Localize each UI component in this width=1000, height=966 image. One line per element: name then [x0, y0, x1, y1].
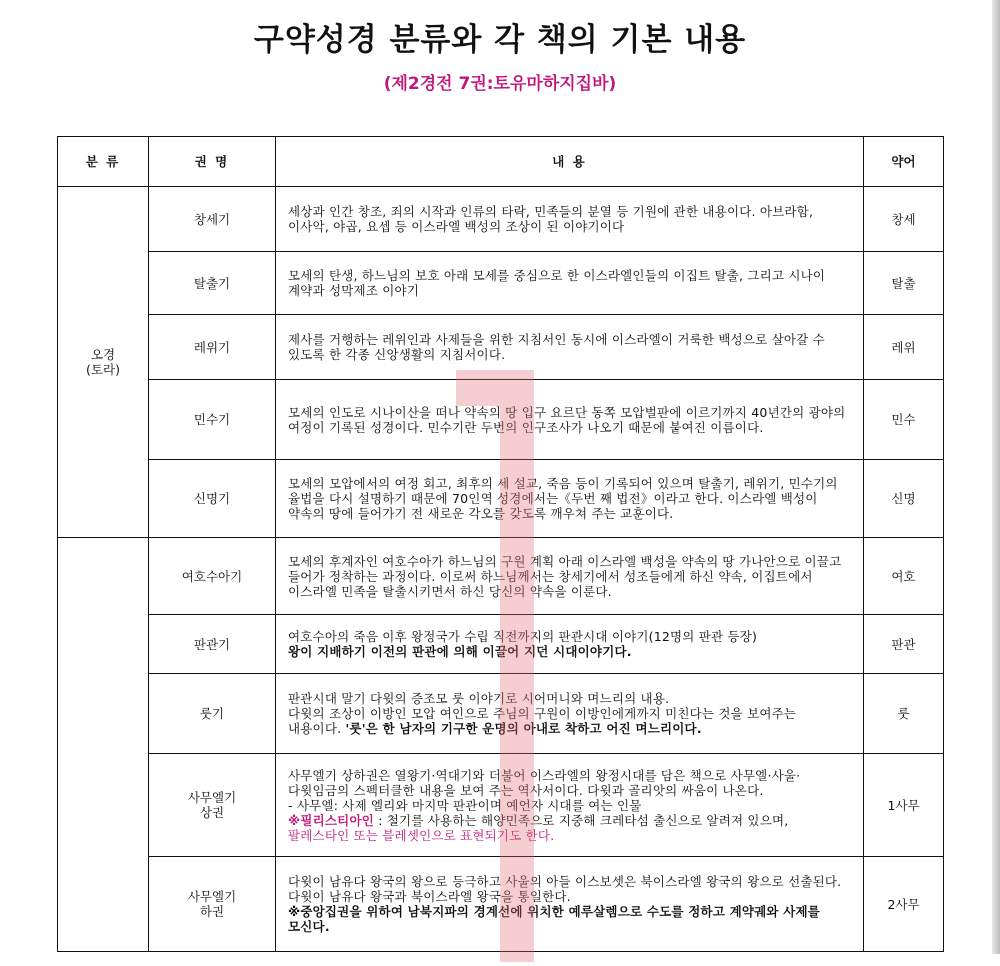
content-note-label: ※필리스티아인	[288, 812, 375, 828]
page-title: 구약성경 분류와 각 책의 기본 내용	[253, 22, 747, 58]
book-name: 판관기	[149, 615, 276, 674]
book-name: 신명기	[149, 460, 276, 538]
content-text: - 사무엘: 사제 엘리와 마지막 판관이며 예언자 시대를 여는 인물	[288, 797, 642, 813]
book-name: 여호수아기	[149, 538, 276, 615]
window-edge	[992, 0, 1000, 954]
content-text: 판관시대 말기 다윗의 증조모 룻 이야기로 시어머니와 며느리의 내용.	[288, 691, 670, 706]
content-text: 모세의 후계자인 여호수아가 하느님의 구원 계획 아래 이스라엘 백성을 약속의 땅 가나안으로 이끌고 들어가 정착하는 과정이다. 이로써 하느님께서는 창세기에서 성조들에게 하신 약속, 이집트에서 이스라엘 민족을 탈출시키면서 하신 당신의 약속을 이룬다.	[288, 553, 842, 599]
table-row	[58, 538, 944, 615]
category-sublabel: (토라)	[86, 362, 120, 377]
category-label: 오경	[90, 347, 116, 362]
book-name-line: 사무엘기	[187, 889, 237, 904]
content-text: 다윗의 조상이 이방인 모압 여인으로 주님의 구원이 이방인에게까지 미친다는 것을 보여주는 내용이다.	[288, 706, 797, 736]
header-category: 분 류	[58, 137, 149, 187]
content-text: 제사를 거행하는 레위인과 사제들을 위한 지침서인 동시에 이스라엘이 거룩한 백성으로 살아갈 수 있도록 한 각종 신앙생활의 지침서이다.	[288, 332, 825, 362]
book-abbr: 창세	[864, 187, 944, 252]
table-row	[58, 674, 944, 754]
book-content	[276, 615, 864, 674]
category-cell-history	[58, 538, 149, 952]
book-content	[276, 460, 864, 538]
table-row	[58, 615, 944, 674]
book-name-volume: 상권	[199, 805, 225, 820]
content-emphasis: ※중앙집권을 위하여 남북지파의 경계선에 위치한 예루살렘으로 수도를 정하고 계약궤와 사제를 모신다.	[288, 904, 821, 934]
book-name-line: 사무엘기	[187, 790, 237, 805]
book-content	[276, 674, 864, 754]
book-name	[149, 857, 276, 952]
table-row	[58, 252, 944, 315]
book-abbr: 탈출	[864, 252, 944, 315]
book-name: 레위기	[149, 315, 276, 380]
table-row	[58, 857, 944, 952]
book-content	[276, 538, 864, 615]
category-cell-pentateuch	[58, 187, 149, 538]
book-name: 민수기	[149, 380, 276, 460]
content-emphasis: '룻'은 한 남자의 기구한 운명의 아내로 착하고 어진 며느리이다.	[345, 721, 702, 736]
content-emphasis: 왕이 지배하기 이전의 판관에 의해 이끌어 지던 시대이야기다.	[288, 644, 632, 659]
header-content: 내 용	[276, 137, 864, 187]
table-row	[58, 460, 944, 538]
content-note-text: 팔레스타인 또는 블레셋인으로 표현되기도 한다.	[288, 827, 555, 843]
book-content	[276, 252, 864, 315]
book-name: 탈출기	[149, 252, 276, 315]
book-name: 창세기	[149, 187, 276, 252]
book-name	[149, 754, 276, 857]
book-content	[276, 754, 864, 857]
table-row	[58, 187, 944, 252]
book-abbr: 여호	[864, 538, 944, 615]
book-abbr: 신명	[864, 460, 944, 538]
book-content	[276, 857, 864, 952]
book-content	[276, 315, 864, 380]
content-text: 모세의 탄생, 하느님의 보호 아래 모세를 중심으로 한 이스라엘인들의 이집트 탈출, 그리고 시나이 계약과 성막제조 이야기	[288, 268, 826, 298]
book-abbr: 룻	[864, 674, 944, 754]
content-text: 모세의 인도로 시나이산을 떠나 약속의 땅 입구 요르단 동쪽 모압벌판에 이르기까지 40년간의 광야의 여정이 기록된 성경이다. 민수기란 두번의 인구조사가 나오기 때문에 붙여진 이름이다.	[288, 404, 846, 435]
page-subtitle: (제2경전 7권:토유마하지집바)	[383, 74, 617, 94]
content-text: 여호수아의 죽음 이후 왕정국가 수립 직전까지의 판관시대 이야기(12명의 판관 등장)	[288, 629, 758, 644]
content-text: : 철기를 사용하는 해양민족으로 지중해 크레타섬 출신으로 알려져 있으며,	[374, 812, 789, 828]
book-abbr: 2사무	[864, 857, 944, 952]
book-content	[276, 187, 864, 252]
table-header-row	[58, 137, 944, 187]
book-abbr: 판관	[864, 615, 944, 674]
table-row	[58, 754, 944, 857]
book-abbr: 1사무	[864, 754, 944, 857]
header-abbr: 약어	[864, 137, 944, 187]
content-text: 모세의 모압에서의 여정 회고, 최후의 세 설교, 죽음 등이 기록되어 있으며 탈출기, 레위기, 민수기의 율법을 다시 설명하기 때문에 70인역 성경에서는《두번 째 법전》이라고 한다. 이스라엘 백성이 약속의 땅에 들어가기 전 새로운 각오를 갖도록 깨우쳐 주는 교훈이다.	[288, 476, 838, 521]
book-abbr: 레위	[864, 315, 944, 380]
content-text: 사무엘기 상하권은 열왕기·역대기와 더불어 이스라엘의 왕정시대를 담은 책으로 사무엘·사울·다윗임금의 스펙터클한 내용을 보여 주는 역사서이다. 다윗과 골리앗의 싸움이 나온다.	[288, 767, 801, 798]
content-text: 다윗이 남유다 왕국의 왕으로 등극하고 사울의 아들 이스보셋은 북이스라엘 왕국의 왕으로 선출된다.다윗이 남유다 왕국과 북이스라엘 왕국을 통일한다.	[288, 874, 842, 904]
book-name: 룻기	[149, 674, 276, 754]
table-row	[58, 380, 944, 460]
book-content	[276, 380, 864, 460]
content-text: 세상과 인간 창조, 죄의 시작과 인류의 타락, 민족들의 분열 등 기원에 관한 내용이다. 아브라함, 이사악, 야곱, 요셉 등 이스라엘 백성의 조상이 된 이야기이다	[288, 204, 814, 234]
header-book: 권 명	[149, 137, 276, 187]
table-row	[58, 315, 944, 380]
book-name-volume: 하권	[199, 904, 225, 919]
bible-books-table	[57, 136, 944, 952]
book-abbr: 민수	[864, 380, 944, 460]
